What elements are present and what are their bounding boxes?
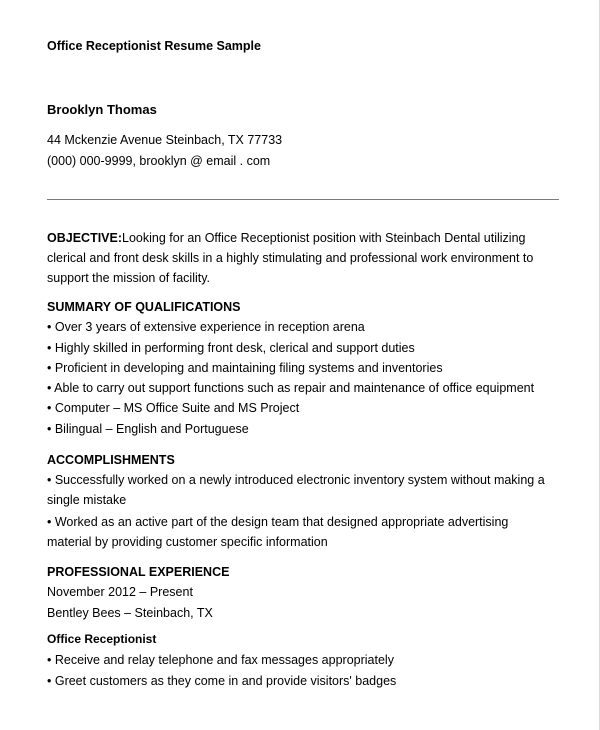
experience-dates: November 2012 – Present bbox=[47, 585, 193, 599]
summary-item: • Computer – MS Office Suite and MS Project bbox=[47, 401, 300, 415]
header-divider bbox=[47, 199, 559, 200]
experience-duty: • Receive and relay telephone and fax messages appropriately bbox=[47, 653, 394, 667]
accomplishment-item: • Worked as an active part of the design team that designed appropriate advertising material by providing customer specific information bbox=[47, 515, 509, 549]
experience-role: Office Receptionist bbox=[47, 632, 157, 646]
candidate-contact: (000) 000-9999, brooklyn @ email . com bbox=[47, 154, 271, 168]
objective-text: Looking for an Office Receptionist position with Steinbach Dental utilizing clerical and front desk skills in a highly stimulating and professional work environment to support the mission of facility. bbox=[47, 231, 534, 285]
accomplishment-item: • Successfully worked on a newly introduced electronic inventory system without making a single mistake bbox=[47, 473, 545, 507]
experience-company: Bentley Bees – Steinbach, TX bbox=[47, 606, 213, 620]
experience-duty: • Greet customers as they come in and provide visitors' badges bbox=[47, 674, 397, 688]
summary-item: • Able to carry out support functions such as repair and maintenance of office equipment bbox=[47, 381, 535, 395]
summary-item: • Bilingual – English and Portuguese bbox=[47, 422, 249, 436]
objective-section bbox=[47, 228, 563, 288]
candidate-name: Brooklyn Thomas bbox=[47, 102, 157, 117]
summary-item: • Over 3 years of extensive experience in reception arena bbox=[47, 320, 365, 334]
summary-heading: SUMMARY OF QUALIFICATIONS bbox=[47, 300, 241, 314]
summary-item: • Proficient in developing and maintaining filing systems and inventories bbox=[47, 361, 443, 375]
experience-heading: PROFESSIONAL EXPERIENCE bbox=[47, 565, 230, 579]
accomplishments-heading: ACCOMPLISHMENTS bbox=[47, 453, 175, 467]
objective-label: OBJECTIVE: bbox=[47, 231, 123, 245]
document-title: Office Receptionist Resume Sample bbox=[47, 39, 261, 53]
candidate-address: 44 Mckenzie Avenue Steinbach, TX 77733 bbox=[47, 133, 283, 147]
summary-item: • Highly skilled in performing front desk, clerical and support duties bbox=[47, 341, 415, 355]
